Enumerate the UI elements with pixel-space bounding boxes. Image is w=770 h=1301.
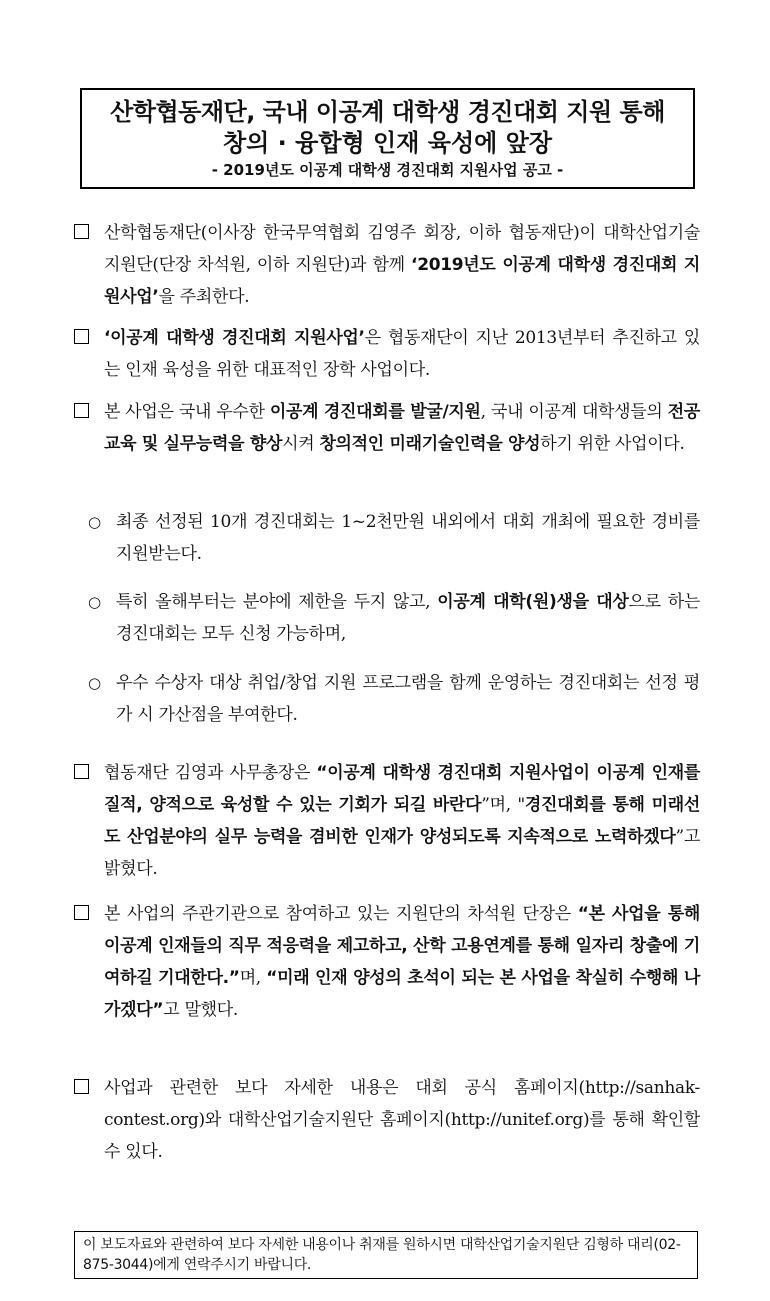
paragraph-text: 본 사업의 주관기관으로 참여하고 있는 지원단의 차석원 단장은 “본 사업을 통해 이공계 인재들의 직무 적응력을 제고하고, 산학 고용연계를 통해 일자리 창출에 기여하길 기대한다.”며, “미래 인재 양성의 초석이 되는 본 사업을 착실히 수행해 나가겠다”고 말했다. xyxy=(104,904,700,1020)
checkbox-square-icon xyxy=(74,905,89,920)
paragraph-text: ‘이공계 대학생 경진대회 지원사업’은 협동재단이 지난 2013년부터 추진하고 있는 인재 육성을 위한 대표적인 장학 사업이다. xyxy=(104,328,700,380)
sub-bullet-funding xyxy=(88,506,700,570)
paragraph-purpose xyxy=(74,396,700,460)
circle-bullet-icon: ○ xyxy=(88,593,101,611)
paragraph-text: 본 사업은 국내 우수한 이공계 경진대회를 발굴/지원, 국내 이공계 대학생들의 전공교육 및 실무능력을 향상시켜 창의적인 미래기술인력을 양성하기 위한 사업이다. xyxy=(104,402,700,454)
checkbox-square-icon xyxy=(74,224,89,239)
paragraph-homepage xyxy=(74,1072,700,1168)
circle-bullet-icon: ○ xyxy=(88,513,101,531)
checkbox-square-icon xyxy=(74,329,89,344)
unitef-homepage-link[interactable]: http://unitef.org xyxy=(450,1110,583,1130)
headline-box xyxy=(80,88,695,189)
paragraph-text: 산학협동재단(이사장 한국무역협회 김영주 회장, 이하 협동재단)이 대학산업기술지원단(단장 차석원, 이하 지원단)과 함께 ‘2019년도 이공계 대학생 경진대회 지원사업’을 주최한다. xyxy=(104,223,700,307)
contact-footer-box xyxy=(74,1231,698,1279)
contact-footer-text: 이 보도자료와 관련하여 보다 자세한 내용이나 취재를 원하시면 대학산업기술지원단 김형하 대리(02-875-3044)에게 연락주시기 바랍니다. xyxy=(83,1237,681,1273)
paragraph-text: 사업과 관련한 보다 자세한 내용은 대회 공식 홈페이지(http://sanhak-contest.org)와 대학산업기술지원단 홈페이지(http://unitef.org)를 통해 확인할 수 있다. xyxy=(104,1078,700,1162)
checkbox-square-icon xyxy=(74,1079,89,1094)
paragraph-program xyxy=(74,322,700,386)
headline-title: 산학협동재단, 국내 이공계 대학생 경진대회 지원 통해 xyxy=(110,98,665,126)
checkbox-square-icon xyxy=(74,403,89,418)
headline-announcement: - 2019년도 이공계 대학생 경진대회 지원사업 공고 - xyxy=(211,161,564,179)
paragraph-text: 협동재단 김영과 사무총장은 “이공계 대학생 경진대회 지원사업이 이공계 인재를 질적, 양적으로 육성할 수 있는 기회가 되길 바란다”며, "경진대회를 통해 미래선도 산업분야의 실무 능력을 겸비한 인재가 양성되도록 지속적으로 노력하겠다”고 밝혔다. xyxy=(104,763,701,879)
sub-bullet-eligibility xyxy=(88,586,700,650)
paragraph-secretary-quote xyxy=(74,757,700,885)
sub-bullet-bonus xyxy=(88,667,700,731)
headline-subtitle: 창의 · 융합형 인재 육성에 앞장 xyxy=(222,129,553,157)
paragraph-director-quote xyxy=(74,898,700,1026)
circle-bullet-icon: ○ xyxy=(88,674,101,692)
paragraph-host xyxy=(74,217,700,313)
contest-homepage-link[interactable]: http://sanhak-contest.org xyxy=(104,1078,700,1130)
checkbox-square-icon xyxy=(74,764,89,779)
sub-bullet-text: 최종 선정된 10개 경진대회는 1~2천만원 내외에서 대회 개최에 필요한 경비를 지원받는다. xyxy=(116,512,700,564)
sub-bullet-text: 우수 수상자 대상 취업/창업 지원 프로그램을 함께 운영하는 경진대회는 선정 평가 시 가산점을 부여한다. xyxy=(116,673,700,725)
sub-bullet-text: 특히 올해부터는 분야에 제한을 두지 않고, 이공계 대학(원)생을 대상으로 하는 경진대회는 모두 신청 가능하며, xyxy=(116,592,700,644)
